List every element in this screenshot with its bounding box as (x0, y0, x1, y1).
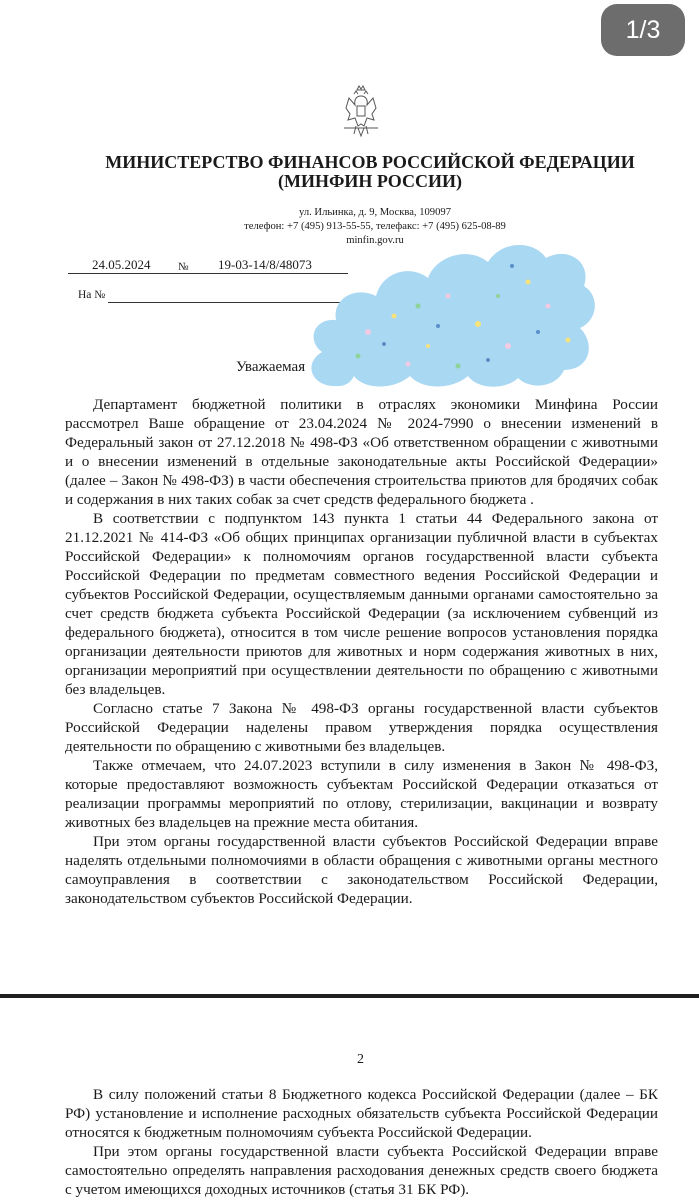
body-paragraph: В соответствии с подпунктом 143 пункта 1 статьи 44 Федерального закона от 21.12.2021 № 414-ФЗ «Об общих принципах организации публичной власти в субъектах Российской Федерации» к полномочиям органов государственной власти субъекта Российской Федерации по предметам совместного ведения Российской Федерации и субъектов Российской Федерации, осуществляемым данными органами самостоятельно за счет средств бюджета субъекта Российской Федерации (за исключением субвенций из федерального бюджета), относится в том числе решение вопросов установления порядка организации деятельности приютов для животных и норм содержания животных в них, организации мероприятий при осуществлении деятельности по обращению с животными без владельцев. (65, 510, 658, 698)
body-paragraph: При этом органы государственной власти субъектов Российской Федерации вправе наделять отдельными полномочиями в области обращения с животными органы местного самоуправления в соответствии с законодательством Российской Федерации, законодательством субъектов Российской Федерации. (65, 833, 658, 907)
in-reply-label: На № (78, 289, 106, 301)
letter-number: 19-03-14/8/48073 (218, 257, 312, 272)
letter-body-page2 (65, 1085, 658, 1199)
letter-body-page1 (65, 395, 658, 908)
page-counter-badge: 1/3 (601, 4, 685, 56)
letter-date: 24.05.2024 (92, 257, 151, 272)
page-number: 2 (357, 1052, 364, 1067)
body-paragraph: Также отмечаем, что 24.07.2023 вступили в силу изменения в Закон № 498-ФЗ, которые предоставляют возможность субъектам Российской Федерации отказаться от реализации программы мероприятий по отлову, стерилизации, вакцинации и возврату животных без владельцев на прежние места обитания. (65, 757, 658, 831)
ministry-short-name: (МИНФИН РОССИИ) (277, 171, 463, 191)
body-paragraph: При этом органы государственной власти субъекта Российской Федерации вправе самостоятельно определять направления расходования денежных средств своего бюджета с учетом имеющихся доходных источников (статья 31 БК РФ). (65, 1143, 658, 1198)
body-paragraph: В силу положений статьи 8 Бюджетного кодекса Российской Федерации (далее – БК РФ) установление и исполнение расходных обязательств субъекта Российской Федерации относятся к бюджетным полномочиям субъекта Российской Федерации. (65, 1086, 658, 1141)
body-paragraph: Согласно статье 7 Закона № 498-ФЗ органы государственной власти субъектов Российской Федерации наделены правом утверждения порядка осуществления деятельности по обращению с животными без владельцев. (65, 700, 658, 755)
body-paragraph: Департамент бюджетной политики в отраслях экономики Минфина России рассмотрел Ваше обращение от 23.04.2024 № 2024-7990 о внесении изменений в Федеральный закон от 27.12.2018 № 498-ФЗ «Об ответственном обращении с животными и о внесении изменений в отдельные законодательные акты Российской Федерации» (далее – Закон № 498-ФЗ) в части обеспечения строительства приютов для бродячих собак и содержания в них таких собак за счет средств федерального бюджета . (65, 396, 658, 508)
ministry-address: ул. Ильинка, д. 9, Москва, 109097 (299, 207, 451, 218)
ministry-phone: телефон: +7 (495) 913-55-55, телефакс: +7 (495) 625-08-89 (244, 221, 506, 232)
ministry-name: МИНИСТЕРСТВО ФИНАНСОВ РОССИЙСКОЙ ФЕДЕРАЦИИ (105, 152, 635, 172)
number-sign: № (178, 261, 189, 273)
salutation: Уважаемая (236, 359, 306, 375)
page-separator (0, 994, 699, 998)
coat-of-arms-icon (342, 84, 380, 142)
redaction-cloud-sticker (298, 236, 603, 388)
ministry-website: minfin.gov.ru (346, 235, 404, 246)
